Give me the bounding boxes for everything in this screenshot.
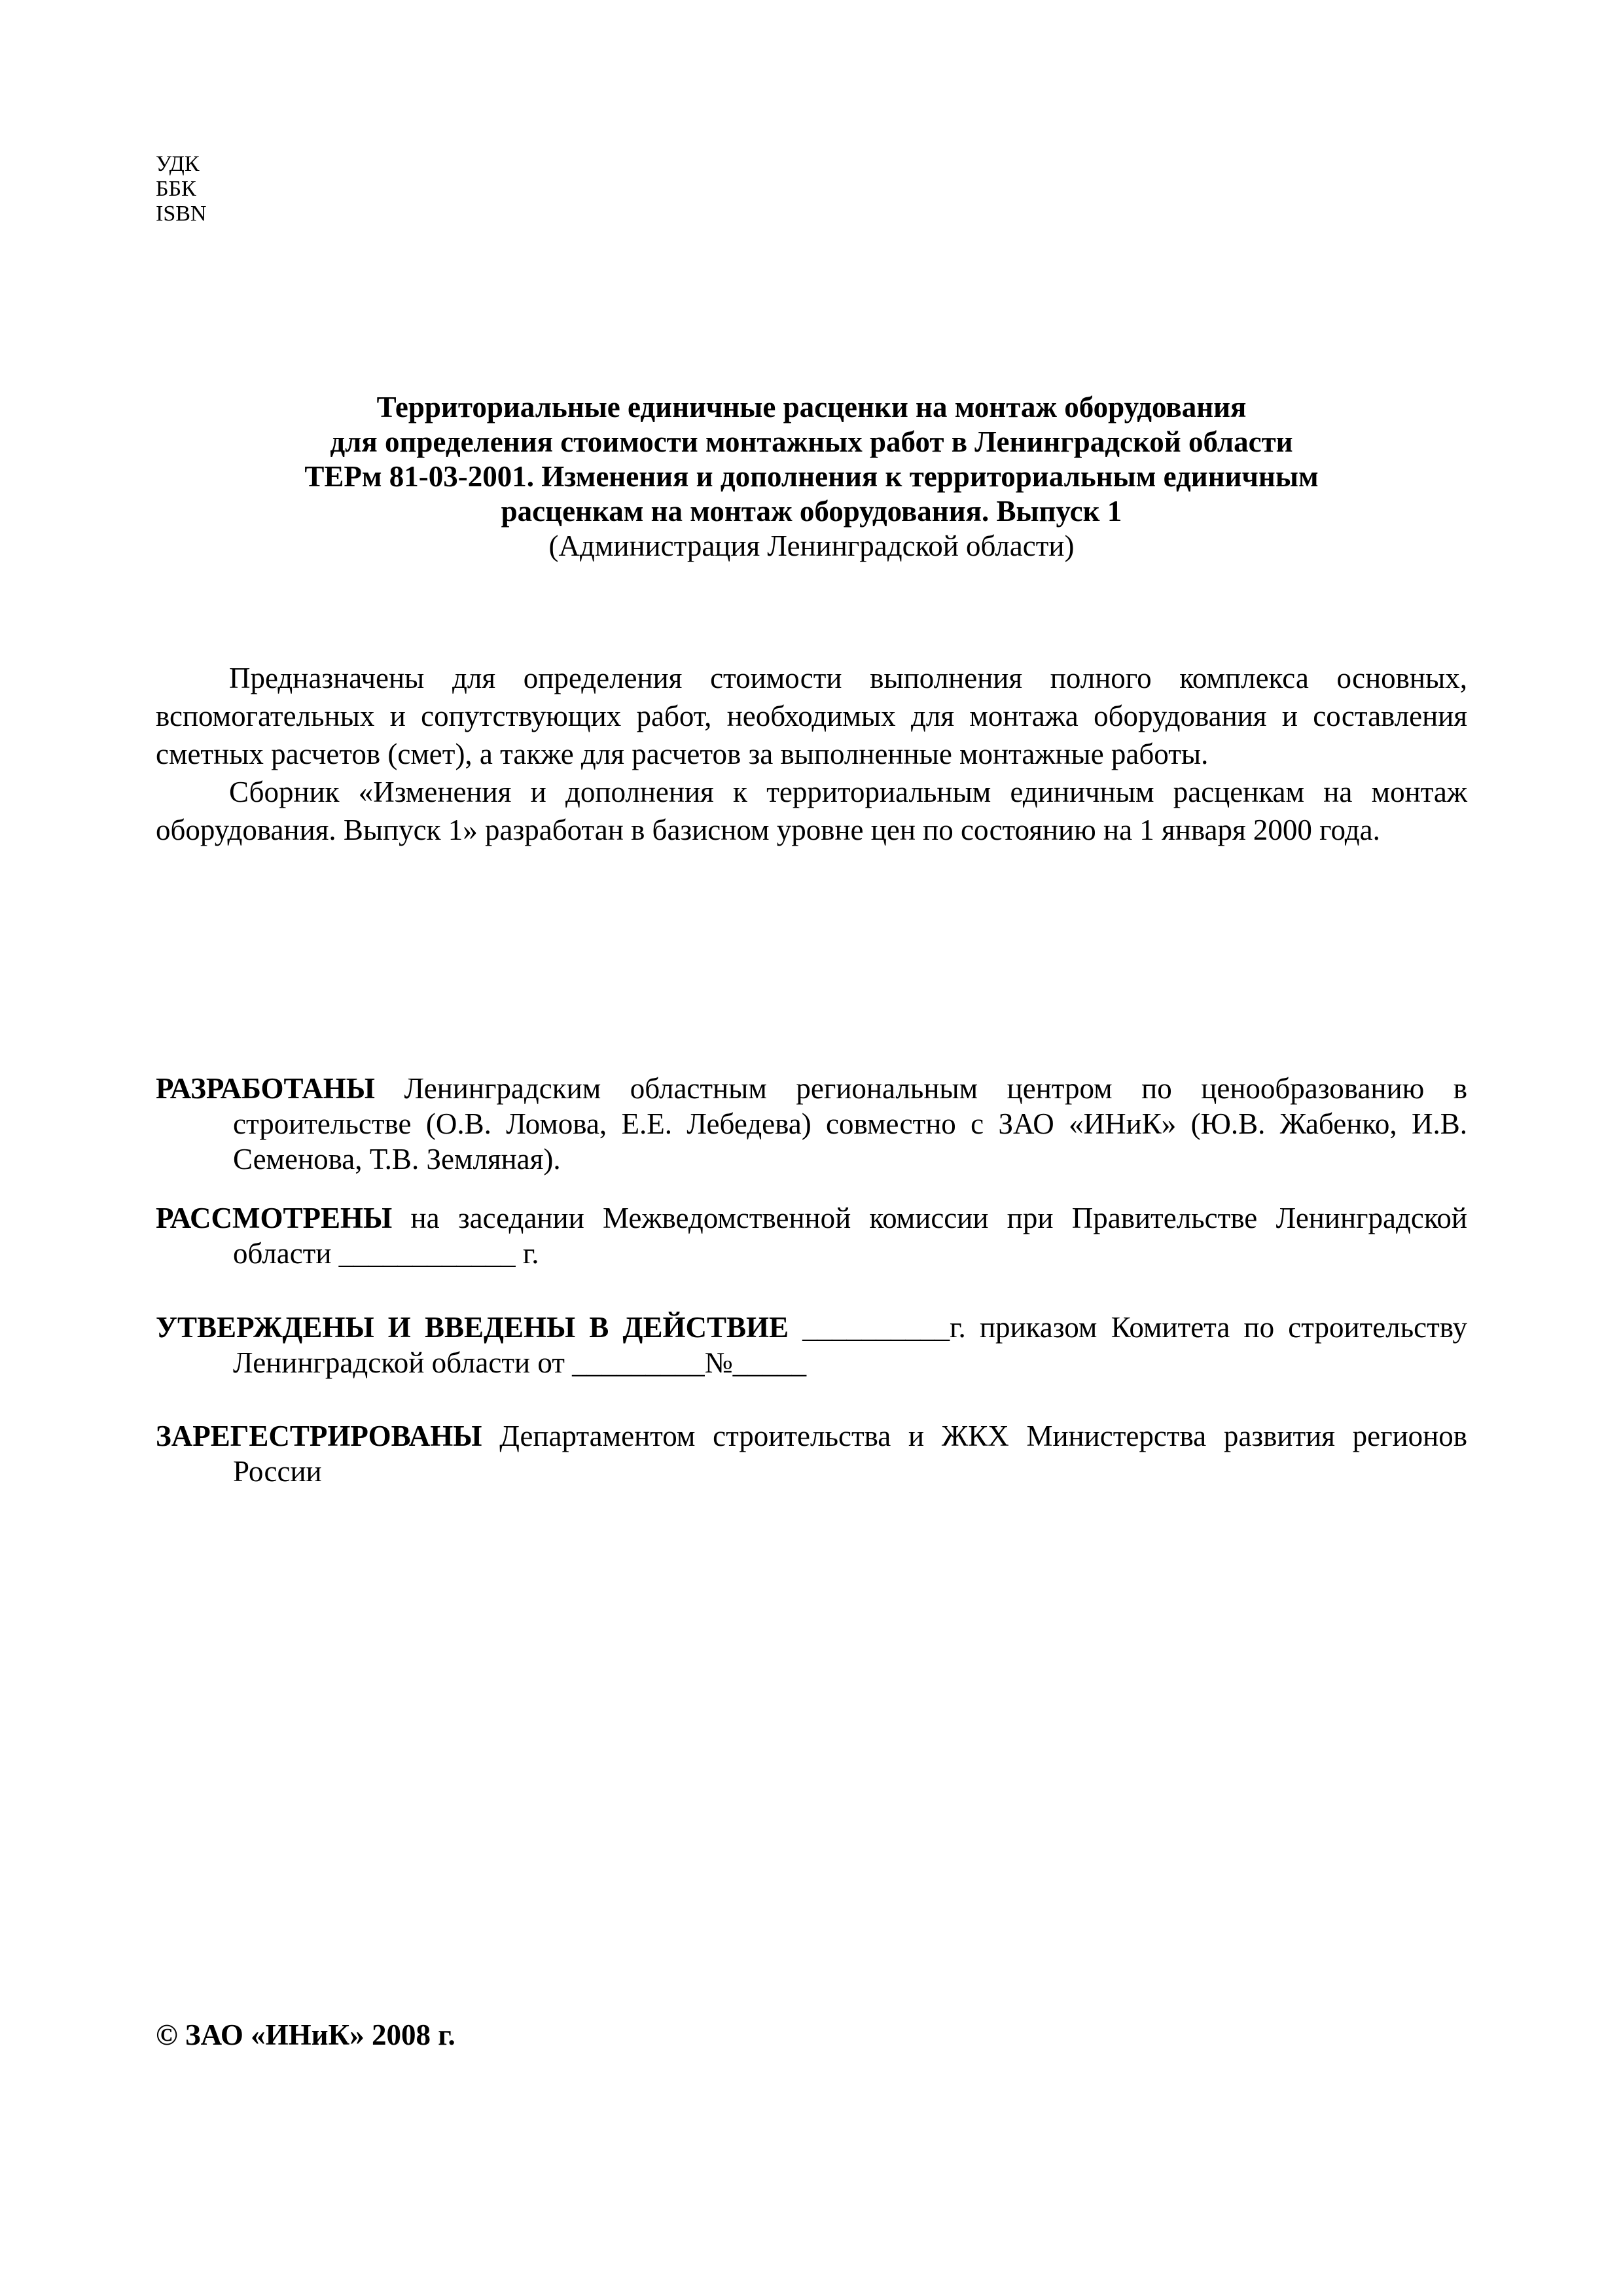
title-line-2: для определения стоимости монтажных работ в Ленинградской области [330, 425, 1293, 458]
entry-reviewed [156, 1200, 1467, 1271]
isbn-label: ISBN [156, 202, 207, 226]
classification-codes [156, 152, 206, 226]
bbk-label: ББК [156, 177, 196, 201]
title-line-1: Территориальные единичные расценки на монтаж оборудования [376, 391, 1247, 423]
copyright-notice: © ЗАО «ИНиК» 2008 г. [156, 2018, 455, 2051]
entry-registered-label: ЗАРЕГЕСТРИРОВАНЫ [156, 1420, 482, 1452]
entry-approved [156, 1310, 1467, 1380]
title-line-3: ТЕРм 81-03-2001. Изменения и дополнения к территориальным единичным [304, 460, 1319, 493]
entry-reviewed-text: на заседании Межведомственной комиссии при Правительстве Ленинградской области ____________ г. [233, 1202, 1467, 1270]
entry-registered-text: Департаментом строительства и ЖКХ Министерства развития регионов России [233, 1420, 1467, 1488]
entry-approved-text: __________г. приказом Комитета по строительству Ленинградской области от _________№_____ [233, 1311, 1467, 1379]
intro-paragraph-2: Сборник «Изменения и дополнения к территориальным единичным расценкам на монтаж оборудования. Выпуск 1» разработан в базисном уровне цен по состоянию на 1 января 2000 года. [156, 776, 1467, 846]
entry-developed-label: РАЗРАБОТАНЫ [156, 1072, 375, 1105]
title-line-4: расценкам на монтаж оборудования. Выпуск 1 [501, 495, 1122, 528]
entry-approved-label: УТВЕРЖДЕНЫ И ВВЕДЕНЫ В ДЕЙСТВИЕ [156, 1311, 789, 1344]
entry-registered [156, 1418, 1467, 1489]
entry-developed-text: Ленинградским областным региональным центром по ценообразованию в строительстве (О.В. Ломова, Е.Е. Лебедева) совместно с ЗАО «ИНиК» (Ю.В. Жабенко, И.В. Семенова, Т.В. Земляная). [233, 1072, 1467, 1175]
intro-paragraph-1: Предназначены для определения стоимости выполнения полного комплекса основных, вспомогательных и сопутствующих работ, необходимых для монтажа оборудования и составления сметных расчетов (смет), а также для расчетов за выполненные монтажные работы. [156, 662, 1467, 770]
document-title [156, 390, 1467, 564]
entry-developed [156, 1071, 1467, 1177]
title-line-5: (Администрация Ленинградской области) [548, 529, 1075, 562]
entry-reviewed-label: РАССМОТРЕНЫ [156, 1202, 393, 1234]
udk-label: УДК [156, 152, 200, 176]
intro-section [156, 659, 1467, 849]
